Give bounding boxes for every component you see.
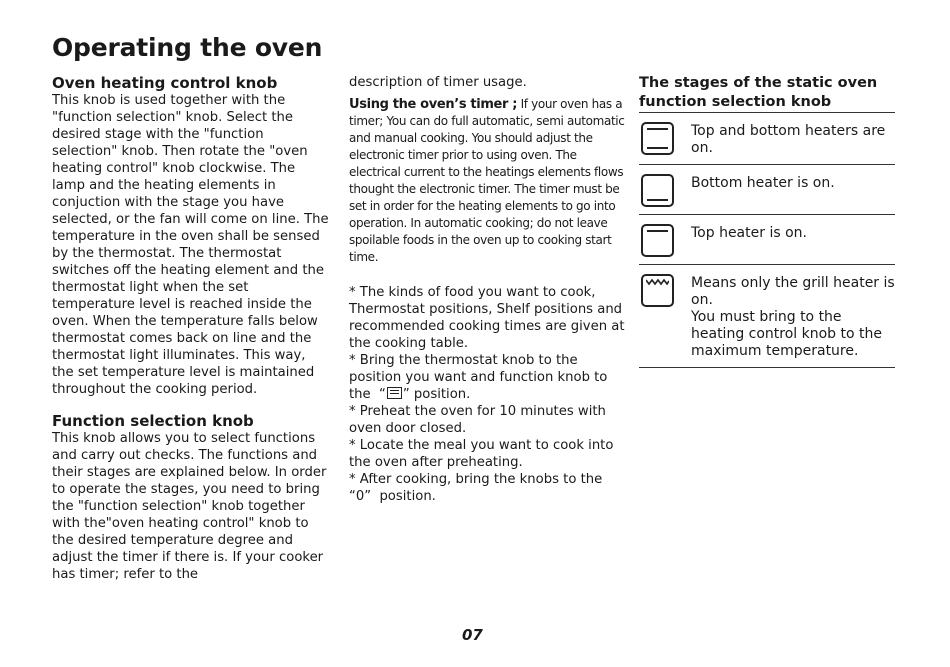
stage-description: Top and bottom heaters are on.: [691, 123, 886, 156]
bullet-after-cooking: * After cooking, bring the knobs to the “0” position.: [349, 472, 603, 504]
bullet-thermostat-knob: [349, 352, 627, 403]
bottom-heater-icon: [641, 174, 674, 207]
bullet-locate-meal: * Locate the meal you want to cook into the oven after preheating.: [349, 438, 614, 470]
top-bottom-heater-icon: [641, 122, 674, 155]
stages-heading: The stages of the static oven function selection knob: [639, 75, 878, 110]
stage-description: Top heater is on.: [691, 225, 807, 241]
heading-function-selection-knob: Function selection knob: [52, 412, 254, 430]
heading-heating-control-knob: Oven heating control knob: [52, 74, 278, 92]
stages-table: [639, 112, 895, 368]
oven-function-icon: [387, 387, 402, 399]
timer-description-continued: description of timer usage.: [349, 75, 527, 90]
page-title: Operating the oven: [52, 33, 323, 62]
column-right: [639, 74, 895, 368]
top-heater-icon: [641, 224, 674, 257]
grill-heater-icon: [641, 274, 674, 307]
column-middle: [349, 74, 627, 505]
stage-description: [691, 273, 895, 360]
function-selection-description: This knob allows you to select functions and carry out checks. The functions and their stages are explained below. In order to operate the stages, you need to bring the "function selection" knob together with the"oven heating control" knob to the desired temperature degree and adjust the timer if there is. If your cooker has timer; refer to the: [52, 431, 327, 582]
stage-description: Bottom heater is on.: [691, 175, 835, 191]
heating-control-description: This knob is used together with the "function selection" knob. Select the desired stage with the "function selection" knob. Then rotate the "oven heating control" knob clockwise. The lamp and the heating elements in conjuction with the stage you have selected, or the fan will come on line. The temperature in the oven shall be sensed by the thermostat. The thermostat switches off the heating element and the thermostat light when the set temperature level is reached inside the oven. When the temperature falls below thermostat comes back on line and the thermostat light illuminates. This way, the set temperature level is maintained throughout the cooking period.: [52, 93, 329, 397]
bullet-thermostat-text-end: ” position.: [402, 387, 471, 402]
page-number: 07: [462, 626, 483, 644]
grill-note: You must bring to the heating control knob to the maximum temperature.: [691, 309, 882, 359]
timer-usage-paragraph: [349, 96, 627, 266]
column-left: [52, 74, 330, 583]
timer-heading: Using the oven’s timer ;: [349, 97, 518, 112]
bullet-cooking-table: * The kinds of food you want to cook, Thermostat positions, Shelf positions and recommended cooking times are given at the cooking table.: [349, 285, 625, 351]
timer-text: If your oven has a timer; You can do full automatic, semi automatic and manual cooking. You should adjust the electronic timer prior to using oven. The electrical current to the heatings elements flows thought the electronic timer. The timer must be set in order for the heating elements to go into operation. In automatic cooking; do not leave spoilable foods in the oven up to cooking start time.: [349, 97, 625, 264]
grill-text: Means only the grill heater is on.: [691, 275, 895, 308]
stage-row: [639, 112, 895, 164]
stage-row: [639, 214, 895, 264]
bullet-thermostat-text: * Bring the thermostat knob to the position you want and function knob to the “: [349, 353, 608, 402]
stage-row: [639, 264, 895, 368]
bullet-preheat: * Preheat the oven for 10 minutes with oven door closed.: [349, 404, 606, 436]
stage-row: [639, 164, 895, 214]
